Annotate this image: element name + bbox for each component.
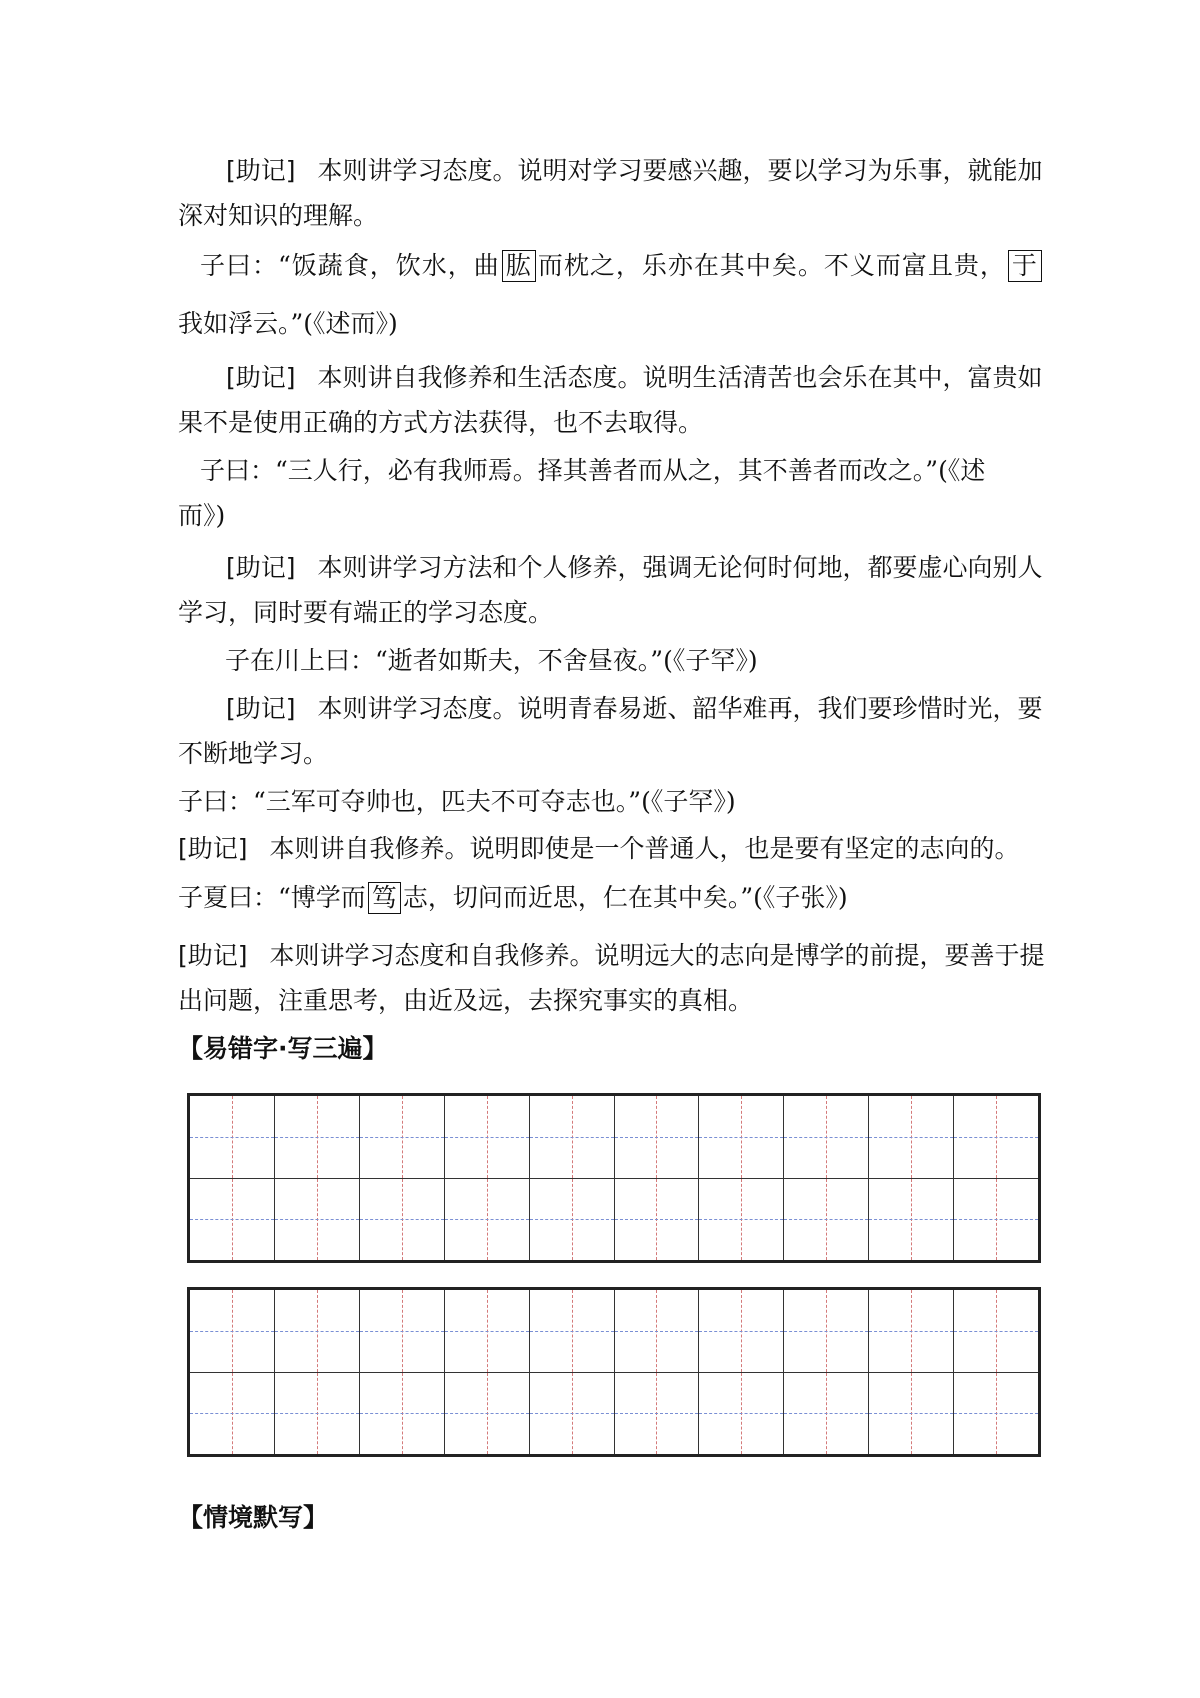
quote-line: 子曰：“饭蔬食，饮水，曲 肱 而枕之，乐亦在其中矣。不义而富且贵， 于 (200, 250, 1060, 282)
grid-cell[interactable] (953, 1179, 1038, 1261)
grid-cell[interactable] (529, 1373, 614, 1455)
grid-cell[interactable] (614, 1373, 699, 1455)
note-line: [助记] 本则讲自我修养和生活态度。说明生活清苦也会乐在其中，富贵如 (226, 363, 1043, 392)
grid-cell[interactable] (274, 1096, 359, 1178)
quote-line: 而》) (178, 501, 226, 530)
grid-cell[interactable] (444, 1179, 529, 1261)
grid-cell[interactable] (868, 1373, 953, 1455)
quote-line: 子曰：“三人行，必有我师焉。择其善者而从之，其不善者而改之。”(《述 (200, 456, 986, 485)
grid-cell[interactable] (274, 1179, 359, 1261)
grid-cell[interactable] (783, 1179, 868, 1261)
grid-cell[interactable] (868, 1179, 953, 1261)
note-tag: [助记] (226, 156, 296, 185)
quote-line: 子在川上曰：“逝者如斯夫，不舍昼夜。”(《子罕》) (225, 646, 758, 675)
note-line: 学习，同时要有端正的学习态度。 (178, 598, 554, 627)
grid-cell[interactable] (953, 1373, 1038, 1455)
grid-cell[interactable] (359, 1179, 444, 1261)
grid-cell[interactable] (698, 1373, 783, 1455)
highlight-char: 于 (1008, 250, 1042, 282)
note-line: [助记] 本则讲学习态度。说明对学习要感兴趣，要以学习为乐事，就能加 (226, 156, 1043, 185)
grid-cell[interactable] (698, 1179, 783, 1261)
grid-row (190, 1096, 1038, 1178)
quote-line: 我如浮云。”(《述而》) (178, 309, 398, 338)
grid-cell[interactable] (190, 1373, 274, 1455)
grid-cell[interactable] (444, 1290, 529, 1372)
grid-cell[interactable] (274, 1373, 359, 1455)
writing-grid[interactable] (187, 1093, 1041, 1263)
grid-cell[interactable] (953, 1290, 1038, 1372)
note-line: 深对知识的理解。 (178, 201, 379, 230)
grid-cell[interactable] (529, 1290, 614, 1372)
note-line: [助记] 本则讲自我修养。说明即使是一个普通人，也是要有坚定的志向的。 (178, 834, 1020, 863)
grid-cell[interactable] (614, 1096, 699, 1178)
writing-grid[interactable] (187, 1287, 1041, 1457)
quote-line: 子夏曰：“博学而 笃 志，切问而近思，仁在其中矣。”(《子张》) (178, 883, 848, 912)
quote-line: 子曰：“三军可夺帅也，匹夫不可夺志也。”(《子罕》) (178, 787, 736, 816)
note-line: 果不是使用正确的方式方法获得，也不去取得。 (178, 408, 704, 437)
grid-cell[interactable] (698, 1290, 783, 1372)
note-line: [助记] 本则讲学习态度和自我修养。说明远大的志向是博学的前提，要善于提 (178, 941, 1045, 970)
note-line: [助记] 本则讲学习态度。说明青春易逝、韶华难再，我们要珍惜时光，要 (226, 694, 1043, 723)
grid-cell[interactable] (359, 1373, 444, 1455)
note-line: 出问题，注重思考，由近及远，去探究事实的真相。 (178, 986, 754, 1015)
grid-cell[interactable] (868, 1290, 953, 1372)
grid-cell[interactable] (444, 1096, 529, 1178)
grid-cell[interactable] (529, 1179, 614, 1261)
note-line: 不断地学习。 (178, 739, 329, 768)
note-line: [助记] 本则讲学习方法和个人修养，强调无论何时何地，都要虚心向别人 (226, 553, 1043, 582)
grid-row (190, 1372, 1038, 1455)
grid-cell[interactable] (614, 1179, 699, 1261)
grid-cell[interactable] (614, 1290, 699, 1372)
section-heading-dictation: 【情境默写】 (178, 1503, 329, 1532)
highlight-char: 笃 (368, 882, 401, 914)
grid-cell[interactable] (359, 1096, 444, 1178)
grid-cell[interactable] (190, 1290, 274, 1372)
grid-cell[interactable] (783, 1290, 868, 1372)
grid-cell[interactable] (359, 1290, 444, 1372)
grid-cell[interactable] (274, 1290, 359, 1372)
grid-cell[interactable] (698, 1096, 783, 1178)
grid-cell[interactable] (783, 1096, 868, 1178)
grid-row (190, 1178, 1038, 1261)
grid-row (190, 1290, 1038, 1372)
section-heading-practice: 【易错字·写三遍】 (178, 1034, 388, 1063)
grid-cell[interactable] (444, 1373, 529, 1455)
grid-cell[interactable] (190, 1179, 274, 1261)
grid-cell[interactable] (190, 1096, 274, 1178)
grid-cell[interactable] (868, 1096, 953, 1178)
highlight-char: 肱 (502, 250, 536, 282)
grid-cell[interactable] (783, 1373, 868, 1455)
grid-cell[interactable] (529, 1096, 614, 1178)
grid-cell[interactable] (953, 1096, 1038, 1178)
